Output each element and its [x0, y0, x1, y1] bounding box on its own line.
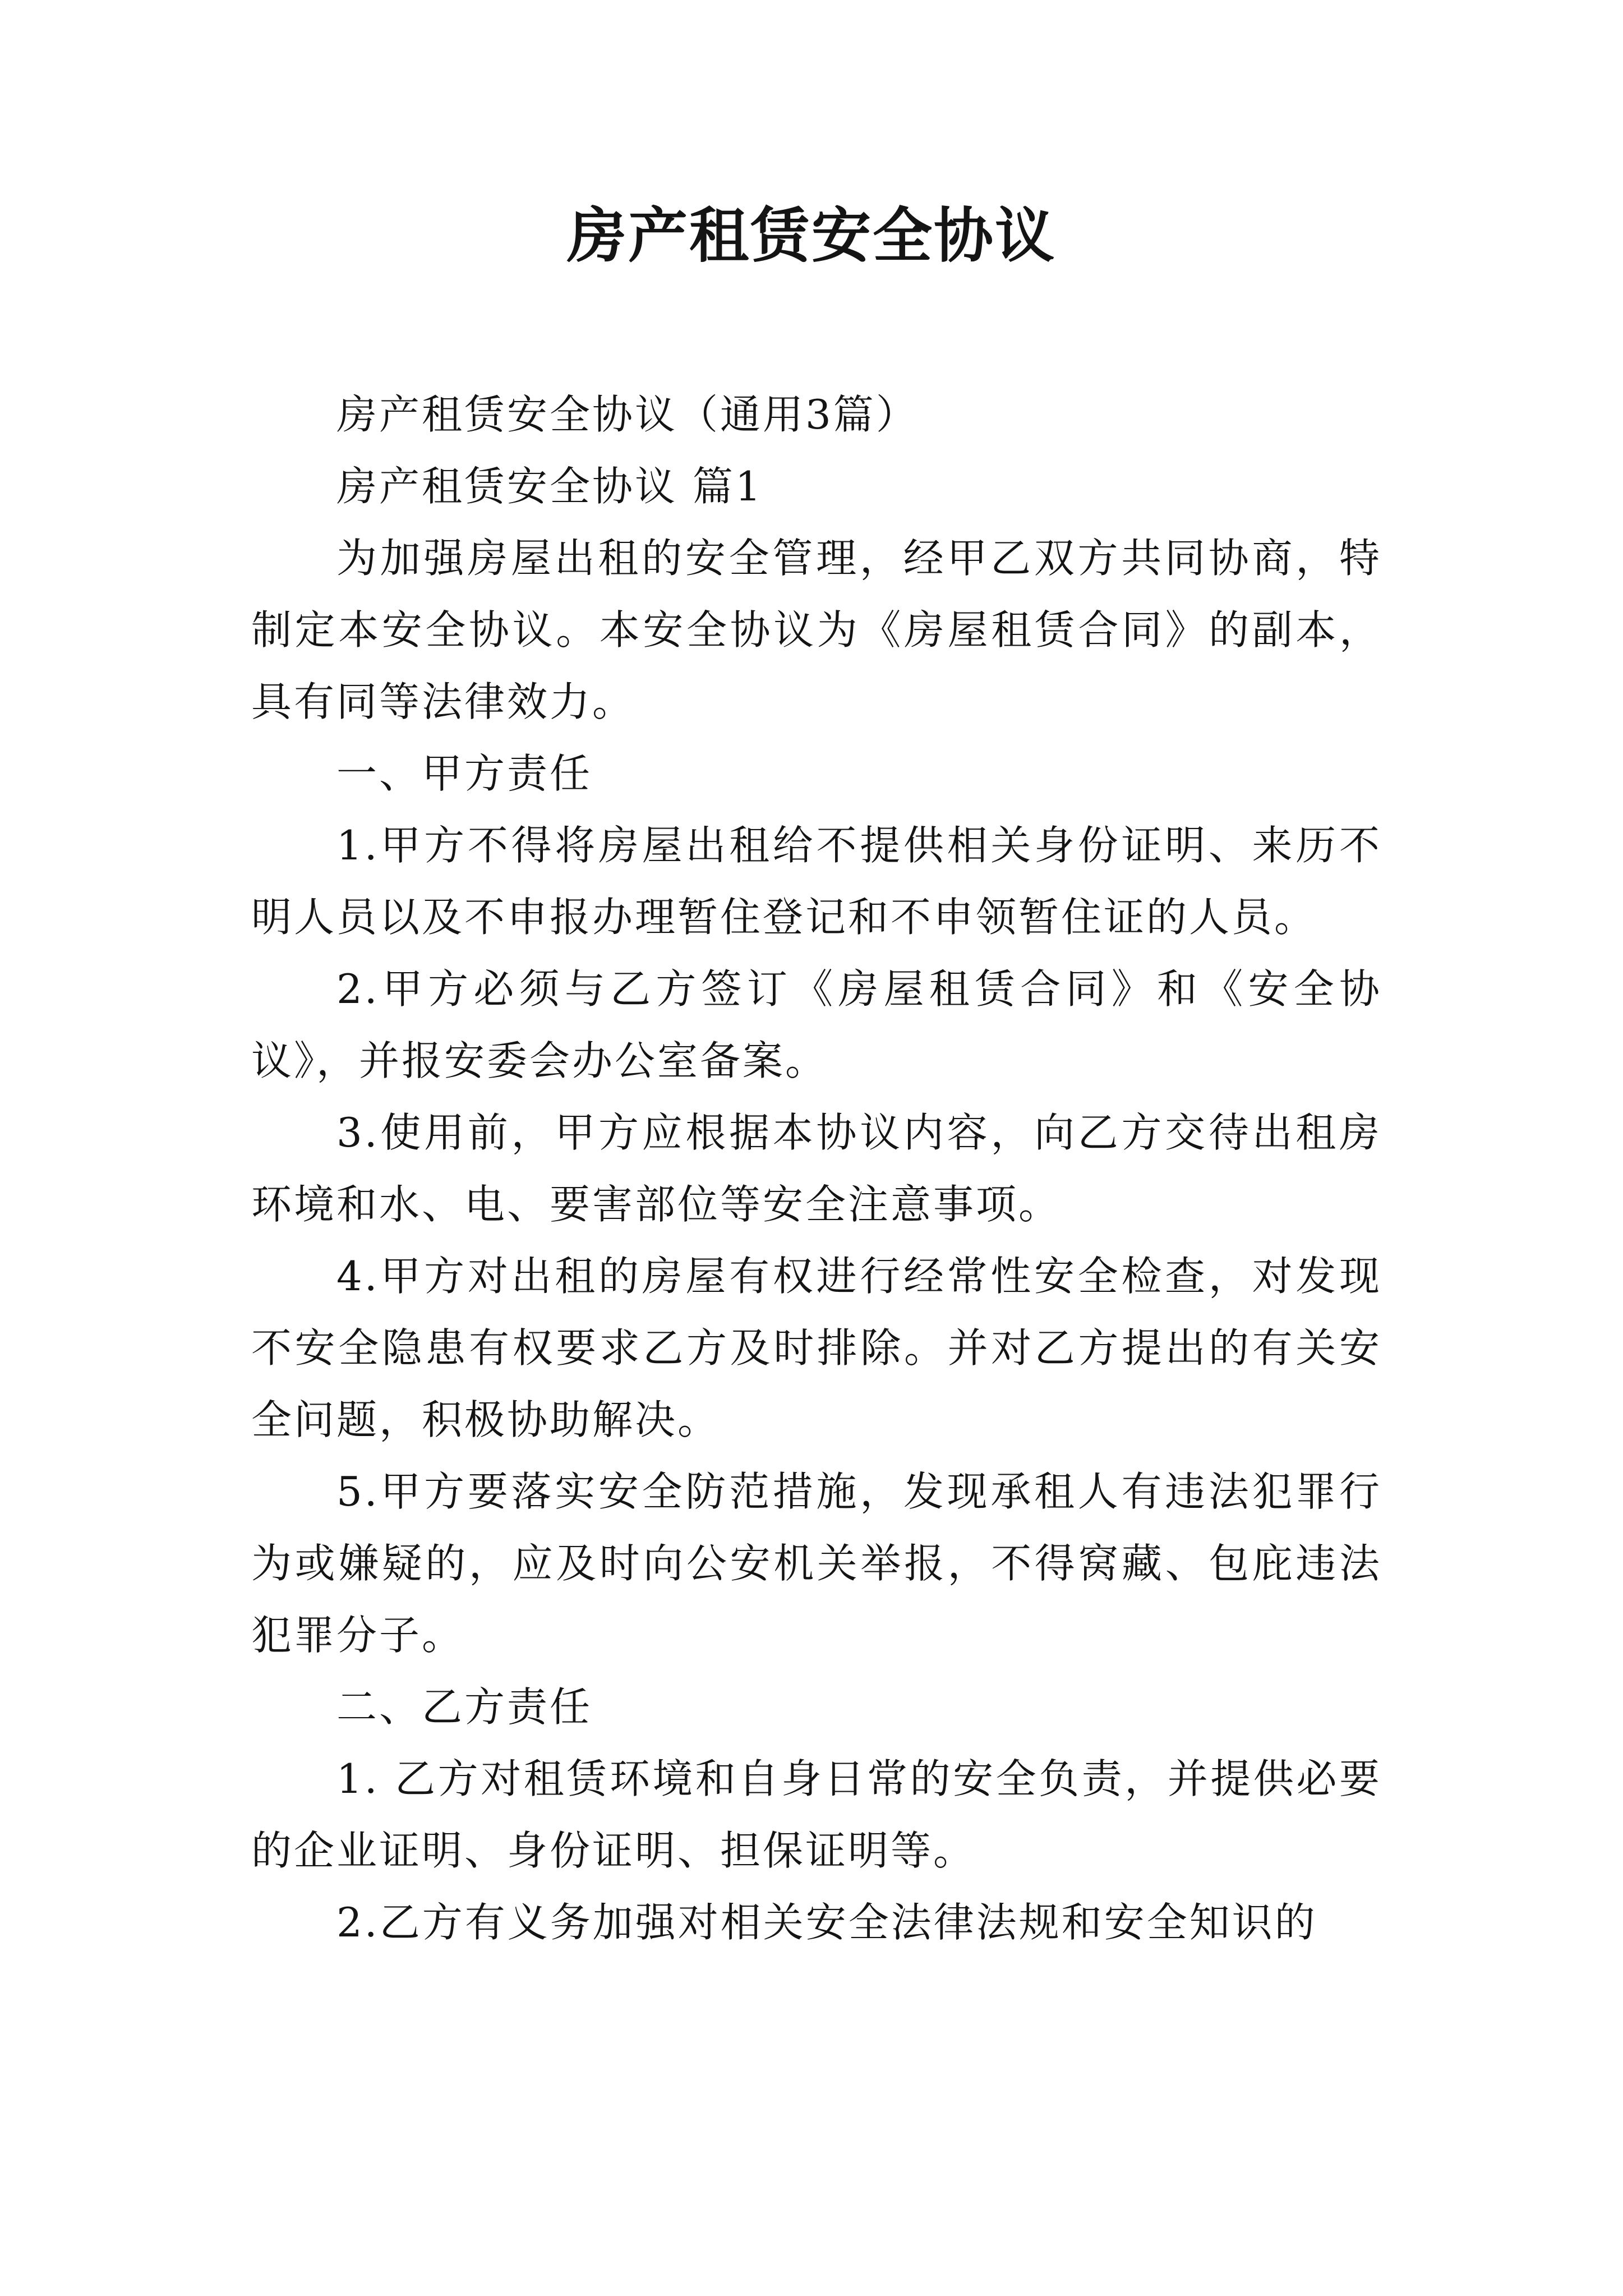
- party-b-clause-2: 2.乙方有义务加强对相关安全法律法规和安全知识的: [336, 1899, 1317, 1946]
- section-heading-party-b: 二、乙方责任: [336, 1683, 593, 1731]
- party-a-clause-4: 4.甲方对出租的房屋有权进行经常性安全检查，对发现不安全隐患有权要求乙方及时排除。并对乙方提出的有关安全问题，积极协助解决。: [251, 1253, 1382, 1443]
- paragraph-collection-title: 房产租赁安全协议（通用3篇）: [336, 391, 919, 438]
- section-heading-party-a: 一、甲方责任: [336, 750, 593, 797]
- paragraph-article-heading: 房产租赁安全协议 篇1: [336, 463, 763, 510]
- party-a-clause-5: 5.甲方要落实安全防范措施，发现承租人有违法犯罪行为或嫌疑的，应及时向公安机关举报，不得窝藏、包庇违法犯罪分子。: [251, 1468, 1382, 1659]
- document-title: 房产租赁安全协议: [567, 200, 1056, 270]
- party-a-clause-1: 1.甲方不得将房屋出租给不提供相关身份证明、来历不明人员以及不申报办理暂住登记和不申领暂住证的人员。: [251, 822, 1382, 941]
- party-a-clause-3: 3.使用前，甲方应根据本协议内容，向乙方交待出租房环境和水、电、要害部位等安全注意事项。: [251, 1109, 1382, 1228]
- party-b-clause-1: 1. 乙方对租赁环境和自身日常的安全负责，并提供必要的企业证明、身份证明、担保证明等。: [251, 1755, 1382, 1874]
- paragraph-intro: 为加强房屋出租的安全管理，经甲乙双方共同协商，特制定本安全协议。本安全协议为《房屋租赁合同》的副本，具有同等法律效力。: [251, 535, 1382, 725]
- document-body: [251, 379, 1382, 1958]
- party-a-clause-2: 2.甲方必须与乙方签订《房屋租赁合同》和《安全协议》，并报安委会办公室备案。: [251, 965, 1382, 1084]
